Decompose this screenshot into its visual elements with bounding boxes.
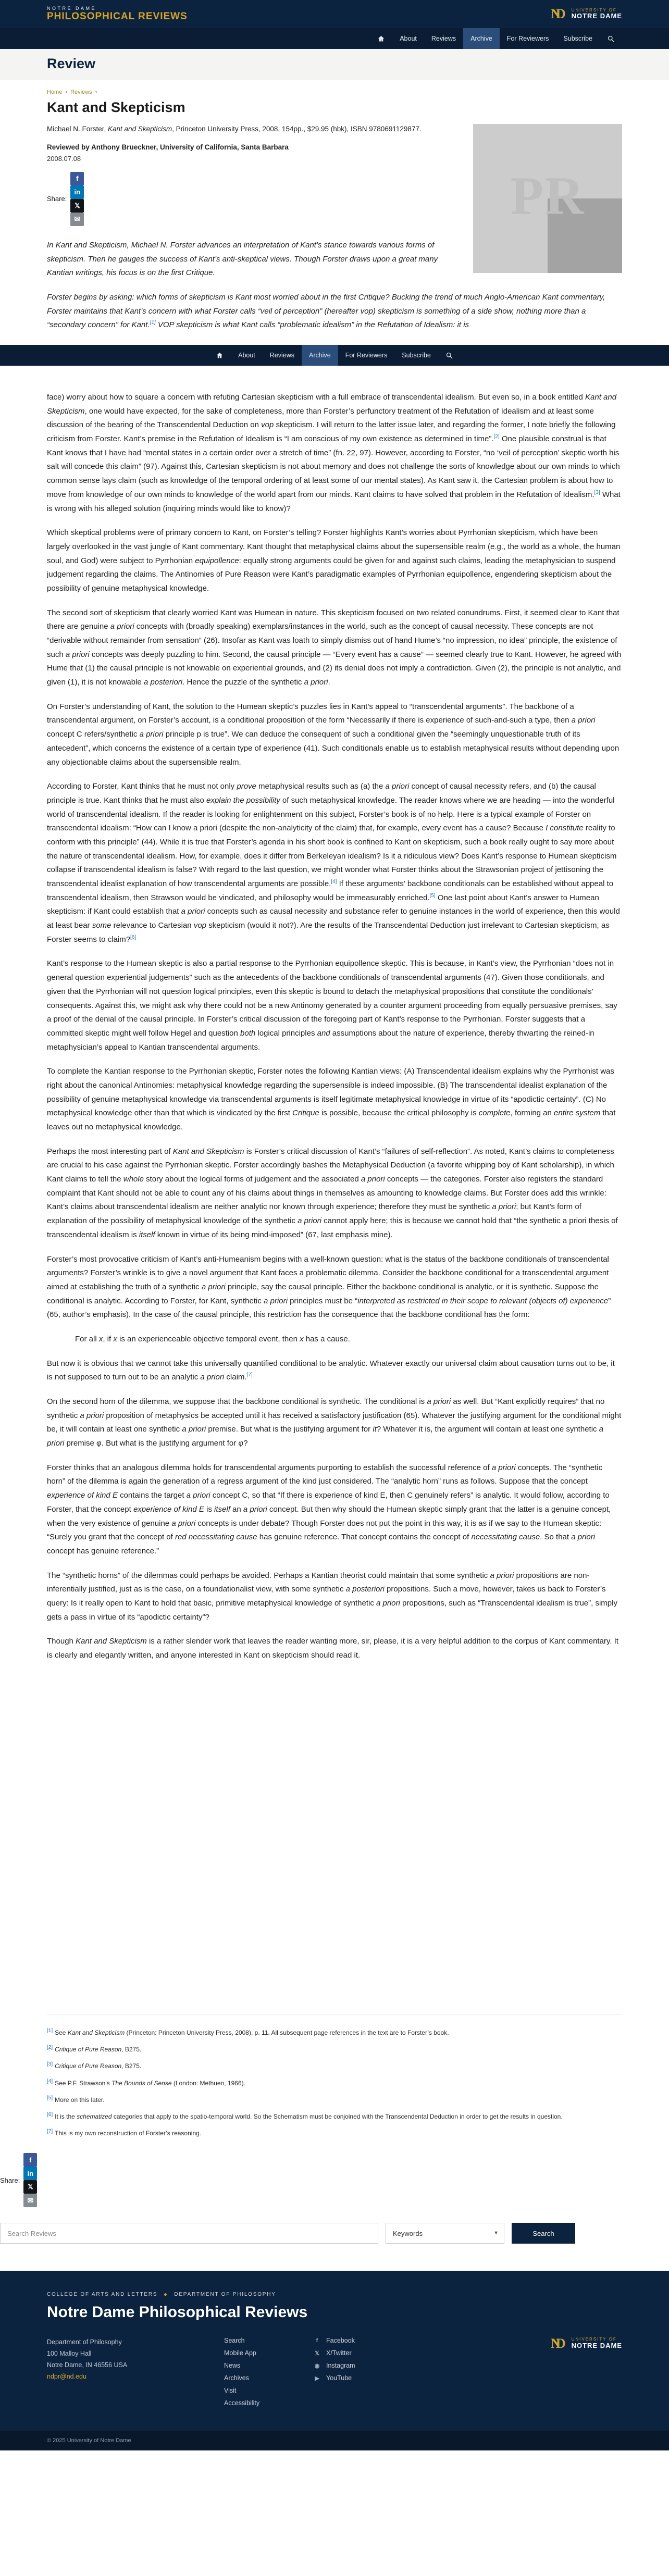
footer-bottom [0,2431,669,2450]
breadcrumb-link-home[interactable]: Home [47,89,63,95]
article-paragraph: Forster thinks that an analogous dilemma holds for transcendental arguments purporting to establish the successful reference of a priori concepts. The “synthetic horn” of the dilemma is again the generation of a regress argument of the kind just considered. The “analytic horn” runs as follows. Suppose that the concept experience of kind E contains the target a priori concept C, so that “If there is experience of kind E, then C genuinely refers” is analytic. It would follow, according to Forster, that the concept experience of kind E is itself an a priori concept. But then why should the Humean skeptic simply grant that the latter is a genuine concept, when the very existence of genuine a priori concepts is under debate? Though Forster does not put the point in this way, it is as if we say to the Humean skeptic: “Surely you grant that the concept of red necessitating cause has genuine reference. That concept contains the concept of necessitating cause. So that a priori concept has genuine reference.” [47,1463,611,1555]
email-link[interactable]: ndpr@nd.edu [47,2372,86,2380]
article-paragraph: On Forster’s understanding of Kant, the solution to the Humean skeptic’s puzzles lies in Kant’s appeal to “transcendental arguments”. The backbone of a transcendental argument, on Forster’s account, is a conditional proposition of the form “Necessarily if there is experience of such-and-such a type, then a priori concept C refers/synthetic a priori principle p is true”. We can deduce the consequent of such a conditional given the “seemingly unquestionable truth of its antecedent”, which concerns the existence of a certain type of experience (41). Such conditionals enable us to establish metaphysical results without depending upon any objectionable claims about the supersensible realm. [47,702,620,767]
footnote-ref[interactable]: [5] [429,892,436,899]
x-share-icon[interactable]: 𝕏 [70,199,84,213]
share-label: Share: [0,2176,20,2184]
separator-dot: ◆ [164,2292,168,2297]
footnote-ref[interactable]: [4] [331,879,337,885]
linkedin-share-icon[interactable]: in [70,185,84,199]
footnote-number[interactable]: [7] [47,2129,53,2135]
social-label: Instagram [326,2362,355,2370]
footnote: [5] More on this later. [47,2095,105,2104]
article-paragraph: The “synthetic horns” of the dilemmas could perhaps be avoided. Perhaps a Kantian theorist could maintain that some synthetic a priori propositions are non-inferentially justified, just as is the case, on a foundationalist view, with some synthetic a posteriori propositions. Such a move, however, takes us back to Forster’s query: Is it really open to Kant to hold that basic, primitive metaphysical knowledge of synthetic a priori propositions, such as “Transcendental idealism is true”, simply gets a pass in virtue of its “apodictic certainty”? [47,1571,617,1622]
article-body [47,378,622,2014]
nd-monogram-icon: ND [551,2336,561,2351]
footnote-number[interactable]: [5] [47,2095,53,2101]
footnote-ref[interactable]: [2] [493,434,500,440]
article-paragraph: Perhaps the most interesting part of Kant and Skepticism is Forster’s critical discussion of Kant’s “failures of self-reflection”. As noted, Kant’s claims to completeness are crucial to his case against the Pyrrhonian skeptic. Forster accordingly bashes the Metaphysical Deduction (a favorite whipping boy of Kant scholarship), in which Kant claims to tell the whole story about the logical forms of judgement and the associated a priori concepts — the categories. Forster also registers the standard complaint that Kant should not be able to count any of his claims about things in themselves as amounting to knowledge claims. But Forster does add this wrinkle: Kant’s claims about transcendental idealism are neither analytic nor known through experience; therefore they must be synthetic a priori; but Kant’s form of explanation of the possibility of metaphysical knowledge of the synthetic a priori cannot apply here; this is because we cannot hold that “the synthetic a priori thesis of transcendental idealism is itself known in virtue of its being mind-imposed” (67, last emphasis mine). [47,1147,618,1239]
article-paragraph: To complete the Kantian response to the Pyrrhonian skeptic, Forster notes the following Kantian views: (A) Transcendental idealism explains why the Pyrrhonist was right about the canonical Antinomies: metaphysical knowledge regarding the supersensible is indeed impossible. (B) The transcendental idealist explanation of the possibility of genuine metaphysical knowledge via transcendental arguments is itself legitimate metaphysical knowledge in virtue of its “apodictic certainty”. (C) No metaphysical knowledge other than that which is vindicated by the first Critique is possible, because the critical philosophy is complete, forming an entire system that leaves out no metaphysical knowledge. [47,1067,616,1132]
footnote-number[interactable]: [6] [47,2111,53,2118]
article-paragraph: Kant’s response to the Humean skeptic is also a partial response to the Pyrrhonian equipollence skeptic. This is because, in Kant’s view, the Pyrrhonian “does not in general question experiential judgements” such as the antecedents of the backbone conditionals of transcendental arguments (47). Given those conditionals, and given that the Pyrrhonian will not question logical principles, even this skeptic is bound to detach the metaphysical propositions that constitute the conditionals’ consequents. Against this, we might ask why there could not be a new Antinomy generated by a counter argument proceeding from equally persuasive premises, say a proof of the denial of the causal principle. In Forster’s critical discussion of the foregoing part of Kant’s response to the Pyrrhonian, Forster suggests that a committed skeptic might well follow Hegel and question both logical principles and assumptions about the nature of experience, thereby thwarting the reined-in metaphysician’s appeal to Kantian transcendental arguments. [47,959,617,1052]
home-icon[interactable] [370,29,392,49]
footnote-ref[interactable]: [7] [246,1372,253,1378]
footer-link-archives[interactable]: Archives [224,2374,249,2382]
footnote: [4] See P.F. Strawson’s The Bounds of Sense (London: Methuen, 1966). [47,2078,245,2087]
nav-item-about[interactable]: About [238,352,255,359]
footer-social-instagram[interactable] [313,2362,427,2369]
review-date: 2008.07.08 [47,154,81,163]
linkedin-share-icon[interactable]: in [23,2167,37,2180]
article-paragraph: face) worry about how to square a concern with refuting Cartesian skepticism with a full embrace of transcendental idealism. But even so, in a book entitled Kant and Skepticism, one would have expected, for the sake of completeness, more than Forster’s perfunctory treatment of the Refutation of Idealism and at least some discussion of the bearing of the Transcendental Deduction on vop skepticism. I will return to the latter issue later, and regarding the former, I note briefly the following criticism from Forster. Kant’s premise in the Refutation of Idealism is “I am conscious of my own existence as determined in time”.[2] One plausible construal is that Kant knows that I have had “mental states in a certain order over a stretch of time” (fn. 22, 97). However, according to Forster, “no ‘veil of perception’ skeptic worth his salt will concede this claim” (97). Against this, Cartesian skepticism is not about memory and does not challenge the sorts of knowledge about our own minds to which common sense lays claim (such as knowledge of the temporal ordering of at least some of our mental states). As Kant saw it, the Cartesian problem is about how to move from knowledge of our own minds to knowledge of the world apart from our minds. Kant claims to have solved that problem in the Refutation of Idealism.[3] What is wrong with his alleged solution (inquiring minds would like to know)? [47,393,621,513]
nav-item-archive[interactable]: Archive [302,345,338,366]
footnote: [6] It is the schematized categories that apply to the spatio-temporal world. So the Schematism must be conjoined with the Transcendental Deduction in order to get the results in question. [47,2111,563,2120]
footer-link-mobile-app[interactable]: Mobile App [224,2349,256,2357]
nd-monogram-icon: ND [551,6,561,21]
footer-address [47,2337,224,2412]
footnote: [3] Critique of Pure Reason, B275. [47,2061,142,2070]
article-paragraph: The second sort of skepticism that clearly worried Kant was Humean in nature. This skepticism focused on two related conundrums. First, it seemed clear to Kant that there are genuine a priori concepts with (broadly speaking) exemplars/instances in the world, such as the concept of causal necessity. These concepts are not “derivable without remainder from sensation” (26). Insofar as Kant was loath to simply dismiss out of hand Hume’s “no impression, no idea” principle, the existence of such a priori concepts was deeply puzzling to him. Second, the causal principle — “Every event has a cause” — seemed clearly true to Kant. However, he agreed with Hume that (1) the causal principle is not knowable on experiential grounds, and (2) its denial does not imply a contradiction. Given (2), the principle is not analytic, and given (1), it is not knowable a posteriori. Hence the puzzle of the synthetic a priori. [47,608,622,687]
breadcrumb-separator: › [95,89,97,95]
notre-dame-logo[interactable] [551,7,622,21]
search-icon[interactable] [438,345,461,366]
nav-item-for-reviewers[interactable]: For Reviewers [345,352,388,359]
social-label: X/Twitter [326,2349,352,2357]
facebook-icon: f [316,2337,318,2344]
article-paragraph: On the second horn of the dilemma, we suppose that the backbone conditional is synthetic. The conditional is a priori as well. But “Kant explicitly requires” that no synthetic a priori proposition of metaphysics be accepted until it has received a satisfactory justification (65). Whatever the justifying argument for the conditional might be, it will contain at least one synthetic a priori premise. But what is the justifying argument for it? Whatever it is, the argument will contain at least one synthetic a priori premise φ. But what is the justifying argument for φ? [47,1397,622,1448]
address-line: 100 Malloy Hall [47,2350,92,2358]
search-filter-select[interactable] [386,2223,504,2244]
footnote-number[interactable]: [3] [47,2061,53,2068]
share-icons [70,172,84,226]
footer-nd-logo[interactable]: ND UNIVERSITY OF NOTRE DAME [551,2336,622,2351]
footer-social-x[interactable] [313,2349,427,2357]
search-button[interactable]: Search [512,2223,575,2244]
footnote: [1] See Kant and Skepticism (Princeton: Princeton University Press, 2008), p. 11. All subsequent page references in the text are to Forster’s book. [47,2028,449,2037]
university-of-text: UNIVERSITY OF [571,7,617,13]
placeholder-pr-text: PR [510,166,585,226]
search-icon[interactable] [600,29,622,49]
article-paragraph: But now it is obvious that we cannot take this universally quantified conditional to be analytic. Whatever exactly our universal claim about causation turns out to be, it is not supposed to turn out to be an analytic a priori claim.[7] [47,1359,615,1382]
nav-item-for-reviewers[interactable]: For Reviewers [506,35,549,42]
brand-main-text: PHILOSOPHICAL REVIEWS [47,10,188,22]
intro-paragraph: Forster begins by asking: which forms of skepticism is Kant most worried about in the first Critique? Bucking the trend of much Anglo-American Kant commentary, Forster maintains that Kant’s concern with what Forster calls “veil of perception” (hereafter vop) skepticism is something of a side show, nothing more than a “secondary concern” for Kant.[1] VOP skepticism is what Kant calls “problematic idealism” in the Refutation of Idealism: it is [47,292,605,330]
nav-item-subscribe[interactable]: Subscribe [563,35,592,42]
facebook-share-icon[interactable]: f [23,2153,37,2167]
share-label: Share: [47,195,67,203]
breadcrumb [47,89,622,95]
ndpr-logo[interactable] [47,6,188,22]
copyright-text: © 2025 University of Notre Dame [47,2437,131,2444]
email-share-icon[interactable]: ✉ [23,2194,37,2207]
footer-link-news[interactable]: News [224,2362,241,2370]
nav-item-about[interactable]: About [400,35,417,42]
footer-eyebrow [47,2292,622,2297]
page-title: Kant and Skepticism [47,99,185,115]
footer-social-youtube[interactable] [313,2374,427,2382]
footer-social-facebook[interactable] [313,2337,427,2344]
share-row-top [47,172,459,226]
footer-link-visit[interactable]: Visit [224,2387,237,2395]
share-icons [23,2153,37,2207]
footnote-number[interactable]: [2] [47,2045,53,2051]
site-footer [0,2271,669,2450]
section-band [0,49,669,80]
article-paragraph: Though Kant and Skepticism is a rather slender work that leaves the reader wanting more, sir, please, it is a very helpful addition to the corpus of Kant commentary. It is clearly and elegantly written, and anyone interested in Kant on skepticism should read it. [47,1637,618,1660]
x-share-icon[interactable]: 𝕏 [23,2180,37,2194]
share-row-bottom [0,2153,575,2207]
footnote: [7] This is my own reconstruction of Forster’s reasoning. [47,2129,202,2137]
department-link[interactable]: DEPARTMENT OF PHILOSOPHY [174,2292,276,2298]
sticky-nav [0,345,669,366]
footnotes-section [47,2014,622,2138]
article-header [47,89,622,343]
breadcrumb-separator: › [65,89,68,95]
instagram-icon: ◉ [314,2362,320,2369]
footnote-number[interactable]: [4] [47,2078,53,2084]
nav-item-subscribe[interactable]: Subscribe [402,352,431,359]
facebook-share-icon[interactable]: f [70,172,84,185]
book-citation: Michael N. Forster, Kant and Skepticism, Princeton University Press, 2008, 154pp., $29.95 (hbk), ISBN 9780691129877. [47,125,422,133]
notre-dame-text: NOTRE DAME [571,12,622,20]
block-quote: For all x, if x is an experienceable objective temporal event, then x has a cause. [75,1334,350,1343]
nav-item-archive[interactable]: Archive [463,28,500,49]
home-icon[interactable] [208,345,231,366]
article-paragraph: Forster’s most provocative criticism of Kant’s anti-Humeanism begins with a well-known question: what is the status of the backbone conditionals of transcendental arguments? Forster’s wrinkle is to give a novel argument that Kant faces a problematic dilemma. Consider the backbone conditional for a transcendental argument aimed at establishing the truth of a synthetic a priori principle, say the causal principle. Either the backbone conditional is analytic, or it is synthetic. Suppose the conditional is analytic. According to Forster, for Kant, synthetic a priori principles must be “interpreted as restricted in their scope to relevant (objects of) experience” (65, author’s emphasis). In the case of the causal principle, this restriction has the consequence that the backbone conditional has the form: [47,1254,611,1320]
search-input[interactable] [0,2223,378,2244]
intro-paragraph: In Kant and Skepticism, Michael N. Forster advances an interpretation of Kant’s stance towards various forms of skepticism. Then he gauges the success of Kant’s anti-skeptical views. Though Forster draws upon a great many Kantian writings, his focus is on the first Critique. [47,240,438,278]
site-header [0,0,669,28]
social-label: Facebook [326,2337,355,2345]
article-paragraph: Which skeptical problems were of primary concern to Kant, on Forster’s telling? Forster highlights Kant’s worries about Pyrrhonian skepticism, which have been largely overlooked in the vast jungle of Kant commentary. Kant thought that metaphysical claims about the supersensible realm (e.g., the world as a whole, the human soul, and God) were subject to Pyrrhonian equipollence: equally strong arguments could be given for and against such claims, leading the metaphysician to suspend judgement regarding the claims. The Antinomies of Pure Reason were Kant’s paradigmatic examples of Pyrrhonian equipollence, engendering skepticism about the possibility of genuine metaphysical knowledge. [47,528,621,593]
nav-item-reviews[interactable]: Reviews [269,352,295,359]
email-share-icon[interactable]: ✉ [70,213,84,226]
nav-item-reviews[interactable]: Reviews [431,35,456,42]
footer-links [224,2337,313,2412]
search-bar [0,2223,575,2244]
footnote-number[interactable]: [1] [47,2028,53,2034]
footer-link-accessibility[interactable]: Accessibility [224,2399,260,2407]
footnote: [2] Critique of Pure Reason, B275. [47,2045,142,2054]
x-icon: 𝕏 [315,2350,319,2357]
social-label: YouTube [326,2374,352,2382]
article-paragraph: According to Forster, Kant thinks that he must not only prove metaphysical results such as (a) the a priori concept of causal necessity refers, and (b) the causal principle is true. Kant thinks that he must also explain the possibility of such metaphysical knowledge. The reader knows where we are heading — into the wonderful world of transcendental idealism. If the reader is looking for enlightenment on this subject, Forster’s book is of no help. Here is a typical example of Forster on transcendental idealism: “How can I know a priori (despite the non-analyticity of the claim) that, for example, every event has a cause? Because I constitute reality to conform with this principle” (44). While it is true that Forster’s agenda in his short book is confined to Kant on skepticism, such a book really ought to say more about the nature of transcendental idealism. How, for example, does it differ from Berkeleyan idealism? Is it a ridiculous view? Does Kant’s response to Humean skepticism collapse if transcendental idealism is false? With regard to the last question, we might wonder what Forster thinks about the Strawsonian project of jettisoning the transcendental idealist explanation of how transcendental arguments are possible.[4] If these arguments’ backbone conditionals can be established without appeal to transcendental idealism, then Strawson would be vindicated, and philosophy would be immeasurably enriched.[5] One last point about Kant’s answer to Humean skepticism: if Kant could establish that a priori concepts such as causal necessity and substance refer to genuine instances in the world of experience, then this would at least bear some relevance to Cartesian vop skepticism (would it not?). Are the results of the Transcendental Deduction just irrelevant to Cartesian skepticism, as Forster seems to claim?[6] [47,782,620,944]
footer-title: Notre Dame Philosophical Reviews [47,2304,308,2321]
section-title: Review [47,56,96,71]
search-filter-wrap [386,2223,504,2244]
footnote-ref[interactable]: [1] [150,320,156,326]
share-section-bottom [0,2153,575,2207]
youtube-icon: ▶ [315,2375,319,2382]
reviewer-line: Reviewed by Anthony Brueckner, University of California, Santa Barbara [47,143,289,151]
book-cover-placeholder [473,124,622,273]
chevron-down-icon: ▼ [493,2230,499,2236]
college-link[interactable]: COLLEGE OF ARTS AND LETTERS [47,2292,158,2298]
footnote-ref[interactable]: [3] [594,489,600,495]
footnote-ref[interactable]: [6] [130,934,137,940]
footer-socials [313,2337,427,2412]
address-line: Department of Philosophy [47,2338,122,2346]
breadcrumb-link-reviews[interactable]: Reviews [70,89,92,95]
footer-link-search[interactable]: Search [224,2337,245,2345]
main-nav [0,28,669,49]
address-line: Notre Dame, IN 46556 USA [47,2361,128,2369]
brand-top-text: NOTRE DAME [47,5,97,11]
